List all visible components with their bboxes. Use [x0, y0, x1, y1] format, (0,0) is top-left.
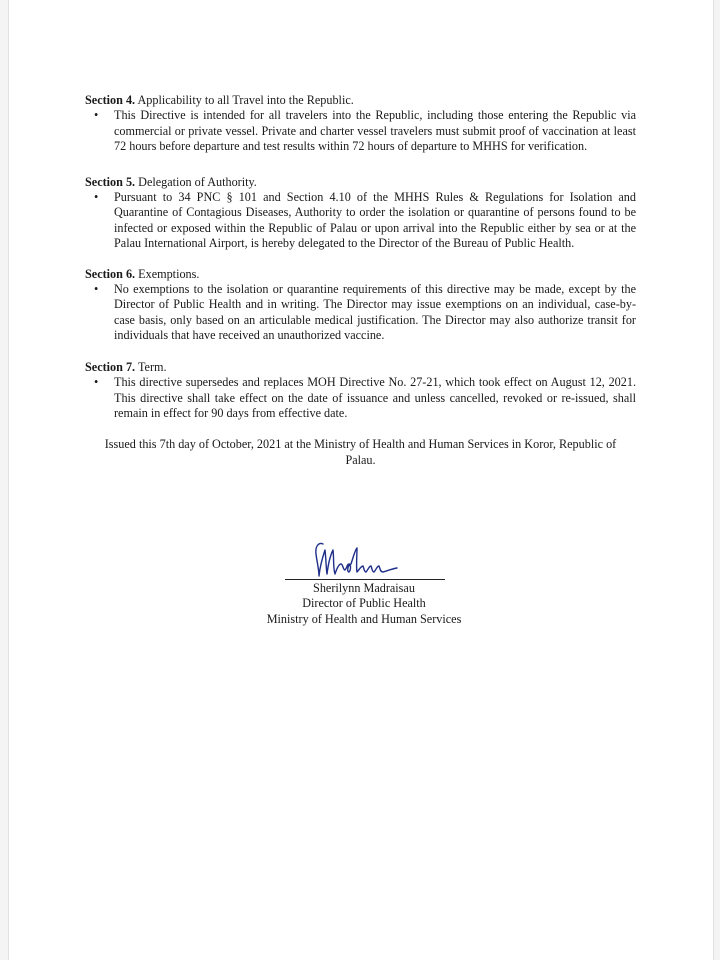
bullet-icon: • [94, 375, 99, 390]
section-heading [85, 93, 636, 108]
section-number: Section 4. [85, 93, 136, 107]
section-number: Section 7. [85, 359, 136, 374]
section-text: This directive supersedes and replaces MOH Directive No. 27-21, which took effect on August 12, 2021. This directive shall take effect on the date of issuance and unless cancelled, revoked or re-issued, shall remain in effect for 90 days from effective date. [114, 375, 636, 420]
section-text: Pursuant to 34 PNC § 101 and Section 4.10 of the MHHS Rules & Regulations for Isolation and Quarantine of Contagious Diseases, Authority to order the isolation or quarantine of persons found to be infected or exposed within the Republic of Palau or upon arrival into the Republic either by sea or at the Palau International Airport, is hereby delegated to the Director of the Bureau of Public Health. [114, 190, 636, 251]
document-page [8, 0, 714, 960]
bullet-icon: • [94, 108, 99, 123]
section-4 [85, 93, 636, 155]
section-text: No exemptions to the isolation or quarantine requirements of this directive may be made, except by the Director of Public Health and in writing. The Director may issue exemptions on an individual, case-by-case basis, only based on an articulable medical justification. The Director may also authorize transit for individuals that have received an unauthorized vaccine. [114, 282, 636, 343]
signature-block [249, 530, 479, 630]
list-item [85, 108, 636, 154]
signatory-title: Director of Public Health [302, 596, 426, 611]
list-item [85, 375, 636, 421]
section-heading [85, 360, 636, 375]
document-body [85, 93, 636, 480]
bullet-icon: • [94, 190, 99, 205]
section-number: Section 6. [85, 266, 136, 281]
issuance-statement: Issued this 7th day of October, 2021 at the Ministry of Health and Human Services in Koror, Republic of Palau. [104, 437, 617, 467]
section-heading [85, 267, 636, 282]
signatory-organization: Ministry of Health and Human Services [266, 611, 462, 626]
section-5 [85, 175, 636, 252]
section-title: Term. [137, 359, 167, 374]
signatory-info [249, 581, 479, 627]
section-title: Applicability to all Travel into the Republic. [137, 93, 354, 107]
section-6 [85, 267, 636, 344]
list-item [85, 190, 636, 252]
section-heading [85, 175, 636, 190]
section-number: Section 5. [85, 174, 136, 189]
list-item [85, 282, 636, 344]
section-title: Exemptions. [138, 266, 200, 281]
signature-line [285, 579, 445, 580]
handwritten-signature [279, 536, 419, 582]
signatory-name: Sherilynn Madraisau [313, 581, 415, 595]
section-text: This Directive is intended for all travelers into the Republic, including those entering the Republic via commercial or private vessel. Private and charter vessel travelers must submit proof of vaccination at least 72 hours before departure and test results within 72 hours of departure to MHHS for verification. [114, 108, 636, 154]
section-7 [85, 360, 636, 422]
section-title: Delegation of Authority. [138, 174, 257, 189]
bullet-icon: • [94, 282, 99, 297]
